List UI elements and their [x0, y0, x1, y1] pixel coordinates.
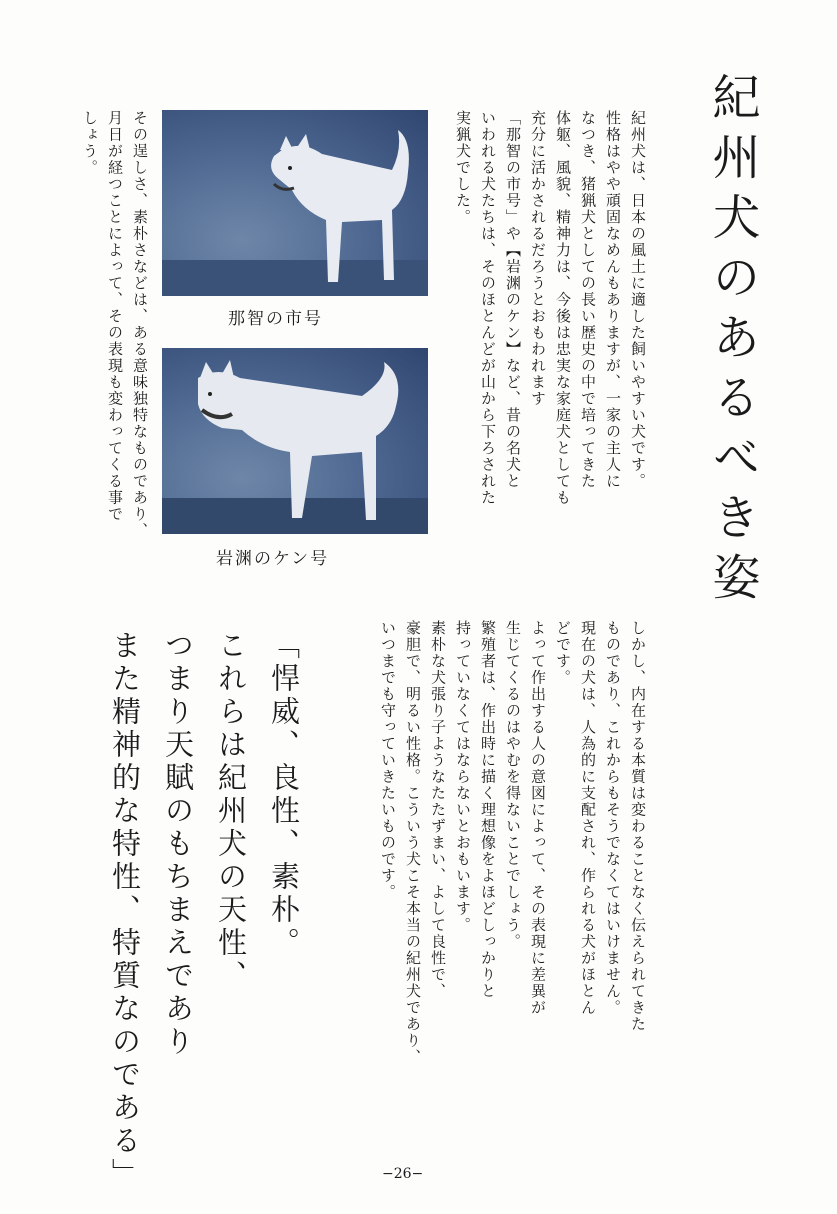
photo-caption: 岩渊のケン号 — [216, 549, 330, 569]
dog-icon — [162, 110, 428, 296]
quote-line: 「悍威、良性、素朴。 — [267, 630, 301, 960]
text-line: 実猟犬でした。 — [454, 110, 472, 226]
text-line: 豪胆で、明るい性格。こういう犬こそ本当の紀州犬であり、 — [404, 620, 422, 1066]
text-line: しかし、内在する本質は変わることなく伝えられてきた — [629, 620, 647, 1033]
quote-line: つまり天賦のもちまえであり — [161, 630, 195, 1059]
text-line: 体躯、風貌、精神力は、今後は忠実な家庭犬としても — [554, 110, 572, 506]
body-bottom-text — [340, 620, 650, 1090]
text-line: 充分に活かされるだろうとおもわれます — [529, 110, 547, 407]
page-title: 紀州犬のあるべき姿 — [704, 72, 760, 612]
text-line: ものであり、これからもそうでなくてはいけません。 — [604, 620, 622, 1016]
text-line: しょう。 — [81, 110, 99, 176]
text-line: いつまでも守っていきたいものです。 — [379, 620, 397, 901]
body-top-text — [450, 110, 650, 550]
text-line: よって作出する人の意図によって、その表現に差異が — [529, 620, 547, 1016]
dog-photo-nachi — [162, 110, 428, 296]
text-line: 性格はやや頑固なめんもありますが、一家の主人に — [604, 110, 622, 490]
quote-line: これらは紀州犬の天性、 — [214, 630, 248, 993]
text-line: 繁殖者は、作出時に描く理想像をよほどしっかりと — [479, 620, 497, 1000]
page-number: −26− — [382, 1166, 424, 1182]
text-line: 現在の犬は、人為的に支配され、作られる犬がほとん — [579, 620, 597, 1016]
text-line: 持っていなくてはならないとおもいます。 — [454, 620, 472, 934]
text-line: 「那智の市号」や【岩渊のケン】など、昔の名犬と — [504, 110, 522, 490]
quote-line: また精神的な特性、特質なのである」 — [108, 630, 142, 1191]
dog-photo-ken — [162, 348, 428, 534]
dog-icon — [162, 348, 428, 534]
text-line: いわれる犬たちは、そのほとんどが山から下ろされた — [479, 110, 497, 506]
text-line: どです。 — [554, 620, 572, 686]
body-left-text — [68, 110, 152, 550]
text-line: 素朴な犬張り子ようなたたずまい、よして良性で、 — [429, 620, 447, 1000]
photo-caption: 那智の市号 — [228, 309, 323, 329]
text-line: 月日が経つことによって、その表現も変わってくる事で — [106, 110, 124, 523]
quote-block — [95, 630, 310, 1191]
text-line: 紀州犬は、日本の風土に適した飼いやすい犬です。 — [629, 110, 647, 490]
text-line: その逞しさ、素朴さなどは、ある意味独特なものであり、 — [131, 110, 149, 539]
text-line: 生じてくるのはやむを得ないことでしょう。 — [504, 620, 522, 950]
text-line: なつき、猪猟犬としての長い歴史の中で培ってきた — [579, 110, 597, 490]
